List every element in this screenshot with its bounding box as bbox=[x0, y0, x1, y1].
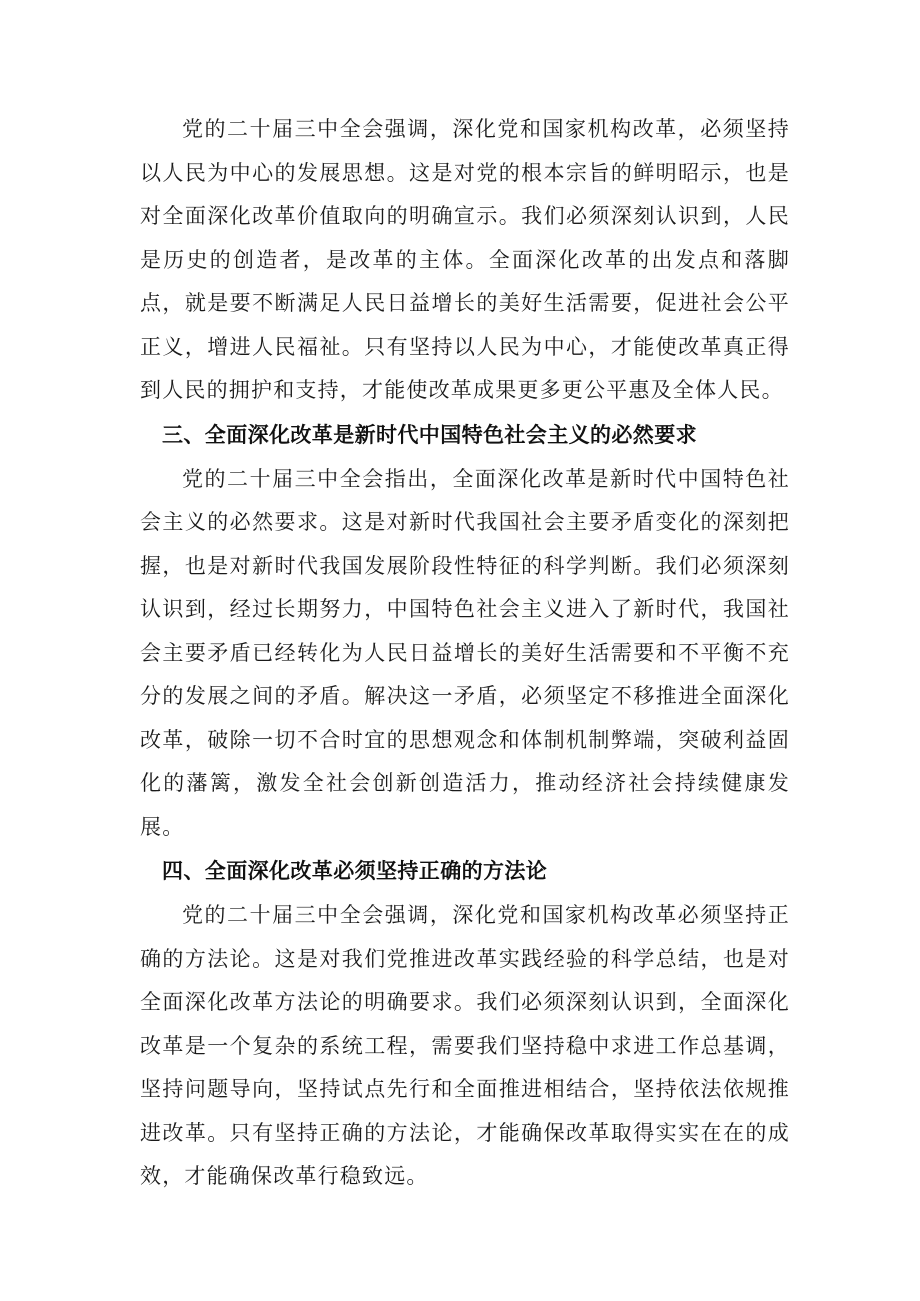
section-heading-three: 三、全面深化改革是新时代中国特色社会主义的必然要求 bbox=[162, 422, 697, 447]
paragraph-people-centered: 党的二十届三中全会强调，深化党和国家机构改革，必须坚持以人民为中心的发展思想。这是对党的根本宗旨的鲜明昭示，也是对全面深化改革价值取向的明确宣示。我们必须深刻认识到，人民是历史的创造者，是改革的主体。全面深化改革的出发点和落脚点，就是要不断满足人民日益增长的美好生活需要，促进社会公平正义，增进人民福祉。只有坚持以人民为中心，才能使改革真正得到人民的拥护和支持，才能使改革成果更多更公平惠及全体人民。 bbox=[140, 117, 790, 402]
paragraph-methodology: 党的二十届三中全会强调，深化党和国家机构改革必须坚持正确的方法论。这是对我们党推进改革实践经验的科学总结，也是对全面深化改革方法论的明确要求。我们必须深刻认识到，全面深化改革是一个复杂的系统工程，需要我们坚持稳中求进工作总基调，坚持问题导向，坚持试点先行和全面推进相结合，坚持依法依规推进改革。只有坚持正确的方法论，才能确保改革取得实实在在的成效，才能确保改革行稳致远。 bbox=[140, 903, 790, 1188]
document-body bbox=[140, 108, 790, 1199]
paragraph-inevitable-requirement: 党的二十届三中全会指出，全面深化改革是新时代中国特色社会主义的必然要求。这是对新时代我国社会主要矛盾变化的深刻把握，也是对新时代我国发展阶段性特征的科学判断。我们必须深刻认识到，经过长期努力，中国特色社会主义进入了新时代，我国社会主要矛盾已经转化为人民日益增长的美好生活需要和不平衡不充分的发展之间的矛盾。解决这一矛盾，必须坚定不移推进全面深化改革，破除一切不合时宜的思想观念和体制机制弊端，突破利益固化的藩篱，激发全社会创新创造活力，推动经济社会持续健康发展。 bbox=[140, 466, 790, 839]
section-heading-four: 四、全面深化改革必须坚持正确的方法论 bbox=[162, 859, 548, 883]
